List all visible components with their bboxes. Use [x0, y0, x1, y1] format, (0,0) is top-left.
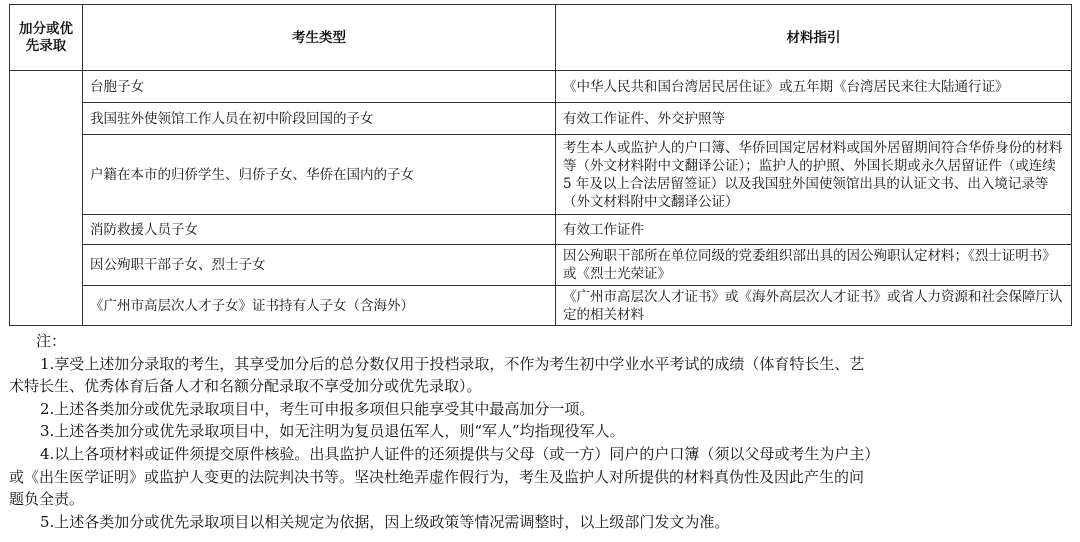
- note-line: 2.上述各类加分或优先录取项目中，考生可申报多项但只能享受其中最高加分一项。: [40, 399, 595, 418]
- student-type-cell: 《广州市高层次人才子女》证书持有人子女（含海外）: [83, 286, 556, 326]
- header-student-type: 考生类型: [83, 5, 556, 71]
- material-cell: 有效工作证件: [556, 215, 1072, 245]
- note-line: 或《出生医学证明》或监护人变更的法院判决书等。坚决杜绝弄虚作假行为，考生及监护人对所提供的材料真伪性及因此产生的问: [9, 467, 865, 486]
- material-cell: 《广州市高层次人才证书》或《海外高层次人才证书》或省人力资源和社会保障厅认定的相关材料: [556, 286, 1072, 326]
- note-line: 题负全责。: [9, 490, 85, 509]
- student-type-cell: 我国驻外使领馆工作人员在初中阶段回国的子女: [83, 103, 556, 135]
- table-row: [10, 103, 1072, 135]
- note-line: 术特长生、优秀体育后备人才和名额分配录取不享受加分或优先录取）。: [9, 377, 482, 396]
- material-cell: 有效工作证件、外交护照等: [556, 103, 1072, 135]
- table-row: [10, 245, 1072, 286]
- note-line: 3.上述各类加分或优先录取项目中，如无注明为复员退伍军人，则“军人”均指现役军人。: [40, 422, 625, 441]
- policy-table: [9, 4, 1072, 326]
- student-type-cell: 台胞子女: [83, 71, 556, 103]
- notes-title: 注：: [36, 332, 67, 350]
- note-line: 1.享受上述加分录取的考生，其享受加分后的总分数仅用于投档录取，不作为考生初中学业水平考试的成绩（体育特长生、艺: [40, 354, 865, 373]
- table-row: [10, 215, 1072, 245]
- student-type-cell: 消防救援人员子女: [83, 215, 556, 245]
- bonus-cell: [10, 71, 83, 326]
- note-line: 4.以上各项材料或证件须提交原件核验。出具监护人证件的还须提供与父母（或一方）同户的户口簿（须以父母或考生为户主）: [40, 444, 880, 463]
- material-cell: 考生本人或监护人的户口簿、华侨回国定居材料或国外居留期间符合华侨身份的材料等（外文材料附中文翻译公证）；监护人的护照、外国长期或永久居留证件（或连续 5 年及以上合法居留签证）以及我国驻外国使领馆出具的认证文书、出入境记录等（外文材料附中文翻译公证）: [556, 135, 1072, 215]
- student-type-cell: 因公殉职干部子女、烈士子女: [83, 245, 556, 286]
- table-row: [10, 135, 1072, 215]
- material-cell: 因公殉职干部所在单位同级的党委组织部出具的因公殉职认定材料；《烈士证明书》或《烈士光荣证》: [556, 245, 1072, 286]
- note-line: 5.上述各类加分或优先录取项目以相关规定为依据，因上级政策等情况需调整时，以上级部门发文为准。: [40, 512, 730, 531]
- notes-section: [9, 330, 1009, 533]
- table-row: [10, 71, 1072, 103]
- header-bonus-column: 加分或优先录取: [10, 5, 83, 71]
- material-cell: 《中华人民共和国台湾居民居住证》或五年期《台湾居民来往大陆通行证》: [556, 71, 1072, 103]
- table-header-row: [10, 5, 1072, 71]
- student-type-cell: 户籍在本市的归侨学生、归侨子女、华侨在国内的子女: [83, 135, 556, 215]
- table-row: [10, 286, 1072, 326]
- header-material-guide: 材料指引: [556, 5, 1072, 71]
